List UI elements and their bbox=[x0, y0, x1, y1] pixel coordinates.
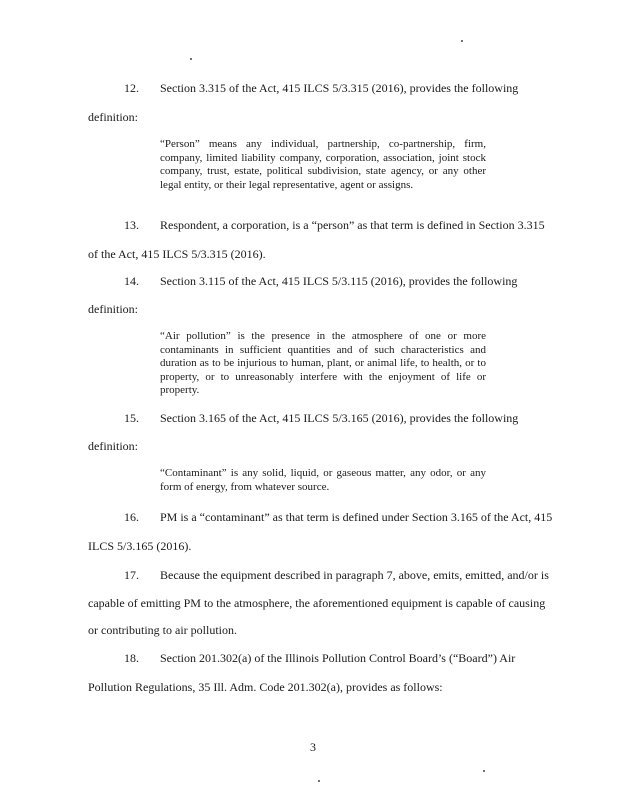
paragraph-18-line-2: Pollution Regulations, 35 Ill. Adm. Code 201.302(a), provides as follows: bbox=[88, 680, 443, 694]
paragraph-13-line-1: Respondent, a corporation, is a “person” as that term is defined in Section 3.315 bbox=[160, 218, 545, 232]
page-number: 3 bbox=[310, 740, 316, 754]
paragraph-17-line-3: or contributing to air pollution. bbox=[88, 623, 237, 637]
paragraph-16-line-2: ILCS 5/3.165 (2016). bbox=[88, 539, 192, 553]
paragraph-14-line-1: Section 3.115 of the Act, 415 ILCS 5/3.115 (2016), provides the following bbox=[160, 274, 518, 288]
scan-speck bbox=[461, 40, 463, 42]
paragraph-number-15: 15. bbox=[124, 411, 139, 425]
paragraph-number-13: 13. bbox=[124, 218, 139, 232]
paragraph-17-line-2: capable of emitting PM to the atmosphere, the aforementioned equipment is capable of causing bbox=[88, 596, 546, 610]
paragraph-number-18: 18. bbox=[124, 651, 139, 665]
contaminant-definition-quote: “Contaminant” is any solid, liquid, or gaseous matter, any odor, or any form of energy, from whatever source. bbox=[160, 467, 486, 493]
paragraph-15-line-2: definition: bbox=[88, 439, 138, 453]
paragraph-15-line-1: Section 3.165 of the Act, 415 ILCS 5/3.165 (2016), provides the following bbox=[160, 411, 519, 425]
paragraph-number-16: 16. bbox=[124, 510, 139, 524]
paragraph-16-line-1: PM is a “contaminant” as that term is defined under Section 3.165 of the Act, 415 bbox=[160, 510, 553, 524]
air-pollution-definition-quote: “Air pollution” is the presence in the atmosphere of one or more contaminants in sufficient quantities and of such characteristics and duration as to be injurious to human, plant, or animal life, to health, or to property, or to unreasonably interfere with the enjoyment of life or property. bbox=[160, 330, 486, 396]
paragraph-number-12: 12. bbox=[124, 81, 139, 95]
paragraph-14-line-2: definition: bbox=[88, 302, 138, 316]
scan-speck bbox=[318, 780, 320, 782]
paragraph-13-line-2: of the Act, 415 ILCS 5/3.315 (2016). bbox=[88, 247, 266, 261]
scan-speck bbox=[483, 770, 485, 772]
paragraph-18-line-1: Section 201.302(a) of the Illinois Pollution Control Board’s (“Board”) Air bbox=[160, 651, 516, 665]
paragraph-12-line-2: definition: bbox=[88, 110, 138, 124]
scan-speck bbox=[190, 58, 192, 60]
paragraph-12-line-1: Section 3.315 of the Act, 415 ILCS 5/3.315 (2016), provides the following bbox=[160, 81, 519, 95]
paragraph-number-17: 17. bbox=[124, 568, 139, 582]
paragraph-17-line-1: Because the equipment described in paragraph 7, above, emits, emitted, and/or is bbox=[160, 568, 549, 582]
paragraph-number-14: 14. bbox=[124, 274, 139, 288]
person-definition-quote: “Person” means any individual, partnership, co-partnership, firm, company, limited liability company, corporation, association, joint stock company, trust, estate, political subdivision, state agency, or any other legal entity, or their legal representative, agent or assigns. bbox=[160, 138, 486, 191]
